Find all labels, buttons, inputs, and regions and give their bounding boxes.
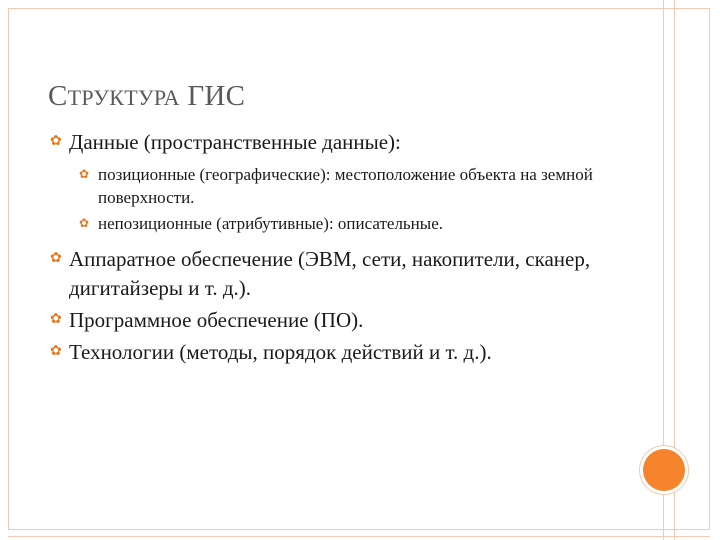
- bullet-text: непозиционные (атрибутивные): описательные.: [98, 214, 443, 233]
- flower-bullet-icon: ✿: [50, 251, 62, 266]
- decorative-horizontal-rule: [8, 536, 710, 537]
- flower-bullet-icon: ✿: [79, 167, 90, 181]
- bullet-text: Аппаратное обеспечение (ЭВМ, сети, накопители, сканер, дигитайзеры и т. д.).: [69, 247, 591, 300]
- title-small-caps: ТРУКТУРА: [67, 85, 180, 110]
- title-first-letter: С: [48, 80, 68, 112]
- title-tail: ГИС: [179, 80, 246, 112]
- sub-bullet-item-positional: [48, 163, 638, 209]
- bullet-text: позиционные (географические): местоположение объекта на земной поверхности.: [98, 165, 593, 207]
- bullet-text: Программное обеспечение (ПО).: [69, 308, 364, 332]
- bullet-text: Данные (пространственные данные):: [69, 130, 401, 154]
- flower-bullet-icon: ✿: [50, 312, 62, 327]
- sub-bullet-item-nonpositional: [48, 212, 638, 235]
- slide-title: [48, 80, 245, 113]
- bullet-item-data: [48, 128, 638, 157]
- bullet-list: [48, 128, 638, 367]
- flower-bullet-icon: ✿: [50, 134, 62, 149]
- bullet-text: Технологии (методы, порядок действий и т. д.).: [69, 340, 492, 364]
- bullet-item-technology: [48, 338, 638, 367]
- decorative-orange-circle: [643, 449, 685, 491]
- bullet-item-software: [48, 306, 638, 335]
- flower-bullet-icon: ✿: [50, 344, 62, 359]
- flower-bullet-icon: ✿: [79, 216, 90, 230]
- bullet-item-hardware: [48, 245, 638, 303]
